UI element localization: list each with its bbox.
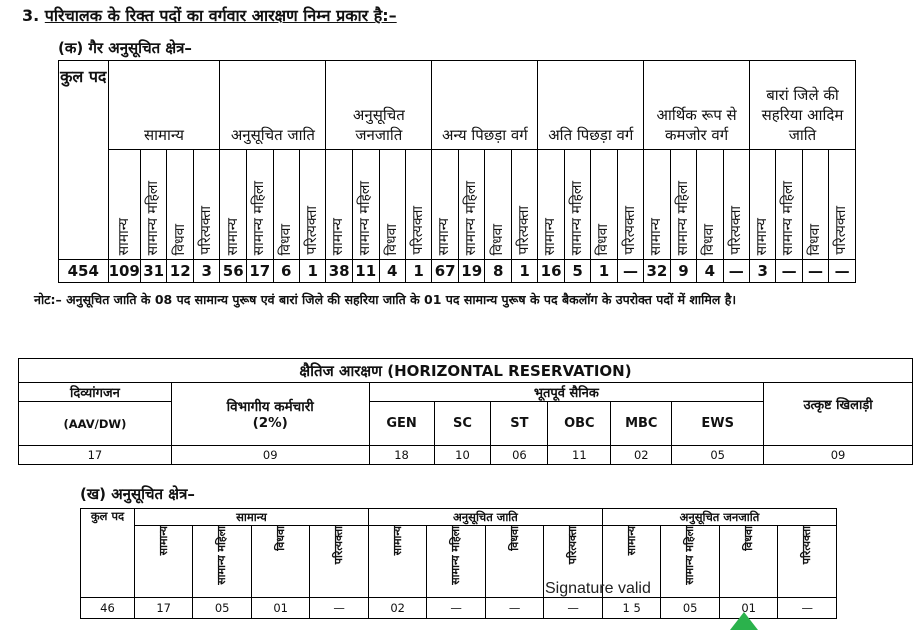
- subcol-label: परित्यक्ता: [198, 206, 215, 255]
- value-st: 06: [491, 446, 548, 465]
- value-2-0: 1 5: [602, 598, 661, 619]
- value-1-1: —: [427, 598, 486, 619]
- subcol-6-2: [802, 150, 828, 260]
- subcol-label: विधवा: [273, 526, 287, 551]
- signature-check-icon: [730, 612, 758, 630]
- group-header-0: सामान्य: [108, 61, 220, 150]
- value-2-1: 11: [352, 260, 379, 283]
- footnote: नोट:– अनुसूचित जाति के 08 पद सामान्य पुरूष एवं बारां जिले की सहरिया जाति के 01 पद सामान्य पुरूष के पद बैकलॉग के उपरोक्त पदों में शामिल है।: [34, 292, 737, 307]
- subcol-label: परित्यक्ता: [303, 206, 320, 255]
- subcol-label: सामान्य महिला: [251, 180, 268, 255]
- subcol-label: सामान्य महिला: [674, 180, 691, 255]
- divyang-header: दिव्यांगजन: [19, 383, 172, 402]
- value-3-3: 1: [511, 260, 537, 283]
- ex-servicemen-header: भूतपूर्व सैनिक: [369, 383, 764, 402]
- total-posts-header: [59, 61, 109, 260]
- value-0-2: 01: [251, 598, 310, 619]
- subcol-3-3: [511, 150, 537, 260]
- value-1-2: —: [485, 598, 544, 619]
- value-6-1: —: [776, 260, 802, 283]
- subcol-label: परित्यक्ता: [800, 526, 814, 565]
- sportsperson-header: उत्कृष्ट खिलाड़ी: [764, 383, 913, 446]
- dept-employee-header: [171, 383, 369, 446]
- value-1-3: —: [544, 598, 603, 619]
- value-0-1: 05: [193, 598, 252, 619]
- value-2-1: 05: [661, 598, 720, 619]
- value-3-2: 8: [485, 260, 511, 283]
- ex-col-mbc: MBC: [611, 402, 672, 446]
- ex-col-obc: OBC: [548, 402, 611, 446]
- subcol-2-2: [379, 150, 405, 260]
- subcol-label: परित्यक्ता: [727, 206, 744, 255]
- value-dept: 09: [171, 446, 369, 465]
- subcol-label: सामान्य: [115, 217, 132, 255]
- value-3-0: 67: [432, 260, 459, 283]
- value-sc: 10: [434, 446, 491, 465]
- horizontal-reservation-table: [18, 358, 913, 465]
- group-header-0: सामान्य: [134, 509, 368, 526]
- subcol-1-1: [246, 150, 273, 260]
- subcol-0-1: [193, 526, 252, 598]
- subcol-6-1: [776, 150, 802, 260]
- subcol-label: परित्यक्ता: [621, 206, 638, 255]
- subcol-label: परित्यक्ता: [833, 206, 850, 255]
- value-5-0: 32: [644, 260, 671, 283]
- subcol-1-0: [220, 150, 247, 260]
- value-5-1: 9: [670, 260, 696, 283]
- subcol-label: सामान्य महिला: [780, 180, 797, 255]
- subcol-label: परित्यक्ता: [515, 206, 532, 255]
- subcol-3-2: [485, 150, 511, 260]
- group-header-2: अनुसूचित जनजाति: [602, 509, 836, 526]
- subcol-label: विधवा: [489, 223, 506, 255]
- subcol-label: सामान्य: [624, 526, 638, 556]
- subcol-label: विधवा: [806, 223, 823, 255]
- subcol-2-0: [326, 150, 353, 260]
- subcol-2-3: [778, 526, 837, 598]
- value-ews: 05: [672, 446, 764, 465]
- value-5-3: —: [723, 260, 749, 283]
- total-posts-value: 454: [59, 260, 109, 283]
- value-1-3: 1: [299, 260, 325, 283]
- group-header-2: अनुसूचित जनजाति: [326, 61, 432, 150]
- heading-text: परिचालक के रिक्त पदों का वर्गवार आरक्षण निम्न प्रकार है:–: [44, 6, 397, 25]
- value-0-3: 3: [194, 260, 220, 283]
- subcol-6-3: [829, 150, 856, 260]
- value-1-2: 6: [273, 260, 299, 283]
- group-header-3: अन्य पिछड़ा वर्ग: [432, 61, 538, 150]
- dept-employee-percent: (2%): [252, 415, 288, 431]
- subcol-0-2: [251, 526, 310, 598]
- value-divyang: 17: [19, 446, 172, 465]
- subcol-label: सामान्य: [390, 526, 404, 556]
- value-mbc: 02: [611, 446, 672, 465]
- value-obc: 11: [548, 446, 611, 465]
- subcol-label: सामान्य: [330, 217, 347, 255]
- subcol-label: परित्यक्ता: [332, 526, 346, 565]
- value-4-1: 5: [564, 260, 590, 283]
- subcol-label: परित्यक्ता: [566, 526, 580, 565]
- subcol-label: सामान्य: [648, 217, 665, 255]
- signature-validity-text: Signature valid: [545, 580, 651, 597]
- subcol-0-0: [108, 150, 140, 260]
- subcol-label: सामान्य महिला: [683, 526, 697, 585]
- value-6-2: —: [802, 260, 828, 283]
- subcol-label: विधवा: [171, 223, 188, 255]
- subcol-label: विधवा: [701, 223, 718, 255]
- subcol-label: विधवा: [383, 223, 400, 255]
- value-5-2: 4: [697, 260, 723, 283]
- subcol-2-1: [661, 526, 720, 598]
- value-0-2: 12: [167, 260, 194, 283]
- subcol-label: विधवा: [595, 223, 612, 255]
- value-4-3: —: [617, 260, 643, 283]
- subcol-0-2: [167, 150, 194, 260]
- total-posts-label: कुल पद: [60, 67, 107, 86]
- value-6-0: 3: [749, 260, 775, 283]
- subcol-label: सामान्य महिला: [568, 180, 585, 255]
- subcol-label: विधवा: [277, 223, 294, 255]
- subcol-label: सामान्य: [542, 217, 559, 255]
- value-6-3: —: [829, 260, 856, 283]
- subcol-2-3: [405, 150, 431, 260]
- non-scheduled-area-table: [58, 60, 856, 283]
- subcol-label: सामान्य महिला: [463, 180, 479, 255]
- value-0-0: 17: [134, 598, 193, 619]
- subcol-3-1: [458, 150, 485, 260]
- subcol-0-1: [140, 150, 167, 260]
- subcol-5-2: [697, 150, 723, 260]
- subcol-0-0: [134, 526, 193, 598]
- ex-col-gen: GEN: [369, 402, 434, 446]
- scheduled-area-table: [80, 508, 837, 619]
- value-2-3: —: [778, 598, 837, 619]
- value-1-0: 02: [368, 598, 427, 619]
- subcol-2-1: [352, 150, 379, 260]
- value-2-2: 01: [719, 598, 778, 619]
- group-header-5: आर्थिक रूप से कमजोर वर्ग: [644, 61, 750, 150]
- subcol-label: सामान्य महिला: [144, 180, 161, 255]
- value-gen: 18: [369, 446, 434, 465]
- subcol-4-0: [538, 150, 565, 260]
- total-posts-value-b: 46: [81, 598, 135, 619]
- group-header-4: अति पिछड़ा वर्ग: [538, 61, 644, 150]
- subcol-5-0: [644, 150, 671, 260]
- subcol-label: सामान्य: [224, 217, 241, 255]
- value-0-0: 109: [108, 260, 140, 283]
- total-posts-header-b: [81, 509, 135, 598]
- value-1-0: 56: [220, 260, 247, 283]
- value-3-1: 19: [458, 260, 485, 283]
- subcol-6-0: [749, 150, 775, 260]
- subcol-label: परित्यक्ता: [409, 206, 426, 255]
- ex-col-ews: EWS: [672, 402, 764, 446]
- group-header-1: अनुसूचित जाति: [368, 509, 602, 526]
- ex-col-st: ST: [491, 402, 548, 446]
- subcol-1-2: [485, 526, 544, 598]
- section-heading: [22, 4, 397, 26]
- heading-number: 3.: [22, 6, 40, 25]
- subcol-label: सामान्य महिला: [449, 526, 463, 585]
- group-header-1: अनुसूचित जाति: [220, 61, 326, 150]
- group-header-6: बारां जिले की सहरिया आदिम जाति: [749, 61, 855, 150]
- subcol-1-3: [299, 150, 325, 260]
- horizontal-title: क्षैतिज आरक्षण (HORIZONTAL RESERVATION): [19, 359, 913, 383]
- value-0-1: 31: [140, 260, 167, 283]
- value-4-0: 16: [538, 260, 565, 283]
- section-a-title: (क) गैर अनुसूचित क्षेत्र–: [58, 39, 192, 57]
- subcol-4-1: [564, 150, 590, 260]
- subcol-1-2: [273, 150, 299, 260]
- value-2-2: 4: [379, 260, 405, 283]
- subcol-5-1: [670, 150, 696, 260]
- value-2-0: 38: [326, 260, 353, 283]
- subcol-1-0: [368, 526, 427, 598]
- subcol-4-3: [617, 150, 643, 260]
- subcol-3-0: [432, 150, 459, 260]
- subcol-label: विधवा: [741, 526, 755, 551]
- subcol-1-1: [427, 526, 486, 598]
- subcol-5-3: [723, 150, 749, 260]
- subcol-label: सामान्य महिला: [357, 180, 374, 255]
- value-0-3: —: [310, 598, 369, 619]
- subcol-0-3: [310, 526, 369, 598]
- divyang-subheader: (AAV/DW): [19, 402, 172, 446]
- subcol-label: सामान्य महिला: [215, 526, 229, 585]
- subcol-4-2: [591, 150, 617, 260]
- value-sports: 09: [764, 446, 913, 465]
- subcol-label: सामान्य: [156, 526, 170, 556]
- dept-employee-label: विभागीय कर्मचारी: [226, 399, 314, 415]
- subcol-0-3: [194, 150, 220, 260]
- value-1-1: 17: [246, 260, 273, 283]
- section-b-title: (ख) अनुसूचित क्षेत्र–: [80, 485, 195, 503]
- subcol-label: सामान्य: [436, 217, 453, 255]
- value-4-2: 1: [591, 260, 617, 283]
- subcol-2-2: [719, 526, 778, 598]
- total-posts-label-b: कुल पद: [90, 509, 125, 523]
- value-2-3: 1: [405, 260, 431, 283]
- subcol-label: सामान्य: [754, 217, 770, 255]
- subcol-label: विधवा: [507, 526, 521, 551]
- ex-col-sc: SC: [434, 402, 491, 446]
